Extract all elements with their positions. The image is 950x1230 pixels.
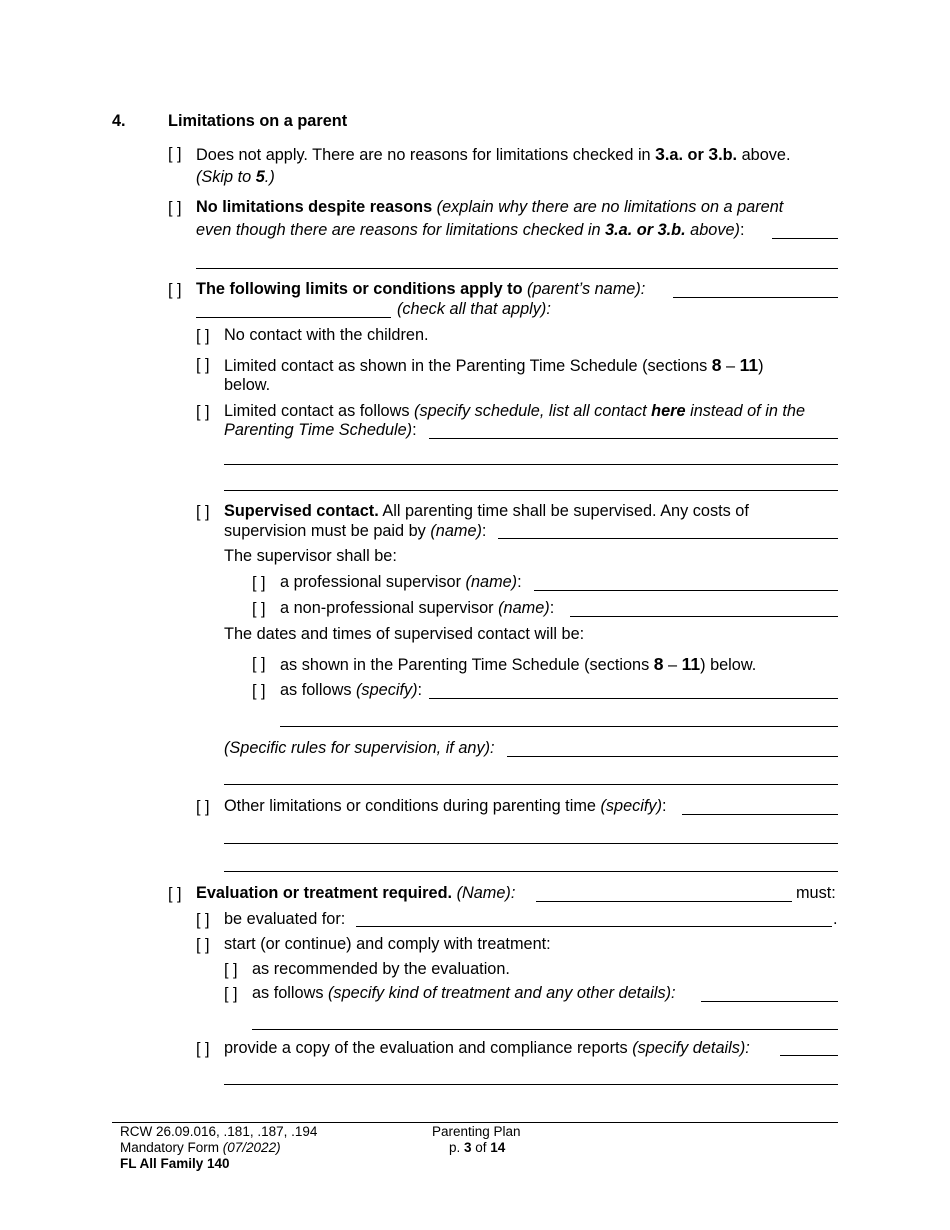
section-number: 4.	[112, 112, 126, 130]
evaluation-must: must:	[796, 884, 836, 902]
evaluated-for-checkbox[interactable]: [ ]	[196, 911, 210, 929]
nonprofessional-supervisor-checkbox[interactable]: [ ]	[252, 600, 266, 618]
limited-schedule-text: Limited contact as shown in the Parenting Time Schedule (sections 8 – 11)	[224, 355, 764, 375]
other-limitations-field-2[interactable]	[224, 843, 838, 844]
professional-supervisor-text: a professional supervisor (name):	[280, 573, 522, 591]
no-limitations-checkbox[interactable]: [ ]	[168, 199, 182, 217]
parent-name-field-line2[interactable]	[196, 317, 391, 318]
does-not-apply-text: Does not apply. There are no reasons for limitations checked in 3.a. or 3.b. above.	[196, 144, 791, 164]
no-contact-text: No contact with the children.	[224, 326, 429, 344]
limited-schedule-line2: below.	[224, 376, 271, 394]
provide-copy-field[interactable]	[780, 1055, 838, 1056]
as-recommended-text: as recommended by the evaluation.	[252, 960, 510, 978]
other-limitations-field-3[interactable]	[224, 871, 838, 872]
section-title: Limitations on a parent	[168, 112, 348, 130]
other-limitations-checkbox[interactable]: [ ]	[196, 798, 210, 816]
start-treatment-checkbox[interactable]: [ ]	[196, 936, 210, 954]
no-contact-checkbox[interactable]: [ ]	[196, 327, 210, 345]
skip-note: (Skip to 5.)	[196, 168, 275, 186]
professional-supervisor-checkbox[interactable]: [ ]	[252, 574, 266, 592]
provide-copy-checkbox[interactable]: [ ]	[196, 1040, 210, 1058]
supervised-as-follows-field-2[interactable]	[280, 726, 838, 727]
evaluation-checkbox[interactable]: [ ]	[168, 885, 182, 903]
specific-rules-field[interactable]	[507, 756, 838, 757]
specific-rules-field-2[interactable]	[224, 784, 838, 785]
supervised-as-follows-field[interactable]	[429, 698, 838, 699]
limited-follows-line2: Parenting Time Schedule):	[224, 421, 417, 439]
limited-follows-field[interactable]	[429, 438, 838, 439]
dates-times-label: The dates and times of supervised contact will be:	[224, 625, 585, 643]
supervised-text: Supervised contact. All parenting time shall be supervised. Any costs of	[224, 502, 749, 520]
supervised-line2: supervision must be paid by (name):	[224, 522, 487, 540]
limited-follows-text: Limited contact as follows (specify schedule, list all contact here instead of in the	[224, 402, 806, 420]
evaluation-name-field[interactable]	[536, 901, 792, 902]
no-limitations-field[interactable]	[772, 238, 838, 239]
limited-follows-field-3[interactable]	[224, 490, 838, 491]
evaluated-for-period: .	[833, 910, 838, 928]
provide-copy-field-2[interactable]	[224, 1084, 838, 1085]
parent-name-field[interactable]	[673, 297, 838, 298]
footer-mandatory: Mandatory Form (07/2022)	[120, 1140, 281, 1155]
footer-rcw: RCW 26.09.016, .181, .187, .194	[120, 1124, 318, 1139]
provide-copy-text: provide a copy of the evaluation and compliance reports (specify details):	[224, 1039, 750, 1057]
supervised-as-follows-checkbox[interactable]: [ ]	[252, 682, 266, 700]
footer-doc-title: Parenting Plan	[432, 1124, 521, 1139]
specific-rules-label: (Specific rules for supervision, if any):	[224, 739, 495, 757]
treatment-as-follows-text: as follows (specify kind of treatment and any other details):	[252, 984, 676, 1002]
limited-schedule-checkbox[interactable]: [ ]	[196, 356, 210, 374]
as-shown-text: as shown in the Parenting Time Schedule (sections 8 – 11) below.	[280, 654, 757, 674]
supervised-checkbox[interactable]: [ ]	[196, 503, 210, 521]
as-shown-checkbox[interactable]: [ ]	[252, 655, 266, 673]
treatment-as-follows-field-2[interactable]	[252, 1029, 838, 1030]
no-limitations-line2: even though there are reasons for limitations checked in 3.a. or 3.b. above):	[196, 221, 745, 239]
evaluation-text: Evaluation or treatment required. (Name):	[196, 884, 516, 902]
following-limits-text: The following limits or conditions apply to (parent’s name):	[196, 280, 646, 298]
limited-follows-checkbox[interactable]: [ ]	[196, 403, 210, 421]
footer-page-number: p. 3 of 14	[449, 1140, 506, 1155]
check-all-note: (check all that apply):	[397, 300, 551, 318]
other-limitations-field[interactable]	[682, 814, 838, 815]
footer-form-id: FL All Family 140	[120, 1156, 230, 1171]
supervised-as-follows-text: as follows (specify):	[280, 681, 423, 699]
limited-follows-field-2[interactable]	[224, 464, 838, 465]
professional-supervisor-field[interactable]	[534, 590, 838, 591]
no-limitations-field-line2[interactable]	[196, 268, 838, 269]
supervisor-shall-label: The supervisor shall be:	[224, 547, 397, 565]
no-limitations-text: No limitations despite reasons (explain why there are no limitations on a parent	[196, 198, 784, 216]
start-treatment-text: start (or continue) and comply with treatment:	[224, 935, 551, 953]
treatment-as-follows-field[interactable]	[701, 1001, 838, 1002]
treatment-as-follows-checkbox[interactable]: [ ]	[224, 985, 238, 1003]
supervision-payer-field[interactable]	[498, 538, 838, 539]
does-not-apply-checkbox[interactable]: [ ]	[168, 145, 182, 163]
evaluated-for-field[interactable]	[356, 926, 832, 927]
evaluated-for-text: be evaluated for:	[224, 910, 346, 928]
other-limitations-text: Other limitations or conditions during parenting time (specify):	[224, 797, 667, 815]
as-recommended-checkbox[interactable]: [ ]	[224, 961, 238, 979]
nonprofessional-supervisor-field[interactable]	[570, 616, 838, 617]
nonprofessional-supervisor-text: a non-professional supervisor (name):	[280, 599, 555, 617]
footer-divider	[112, 1122, 838, 1123]
following-limits-checkbox[interactable]: [ ]	[168, 281, 182, 299]
